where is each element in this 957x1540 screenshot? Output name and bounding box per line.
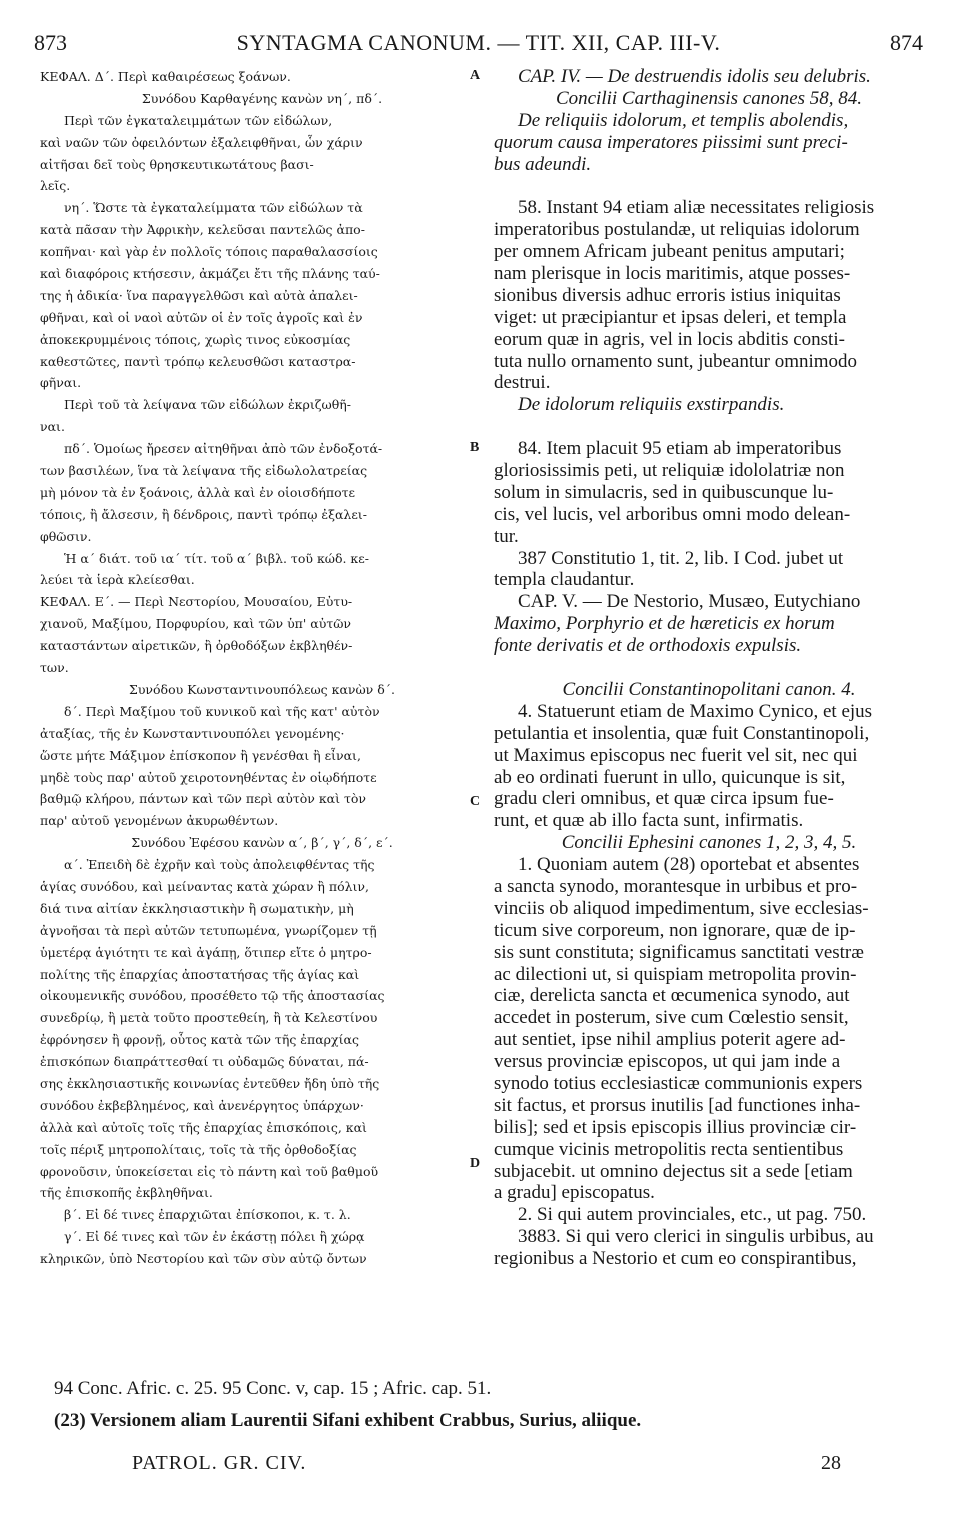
latin-text-line: ac dilectioni ut, si quispiam metropolita provin-	[494, 963, 857, 985]
greek-text-line: τόποις, ἢ ἄλσεσιν, ἢ δένδροις, παντὶ τρόπῳ ἐξαλει-	[40, 506, 367, 522]
latin-text-line: regionibus a Nestorio et cum eo conspirantibus,	[494, 1248, 857, 1270]
latin-text-line: 4. Statuerunt etiam de Maximo Cynico, et ejus	[518, 700, 873, 722]
greek-text-line: γ΄. Εἰ δέ τινες καὶ τῶν ἐν ἑκάστῃ πόλει ἢ χώρᾳ	[64, 1229, 365, 1245]
greek-text-line: τῆς ἐπισκοπῆς ἐκβληθῆναι.	[40, 1185, 213, 1201]
latin-text-line: CAP. V. — De Nestorio, Musæo, Eutychiano	[518, 591, 861, 613]
greek-text-line: Συνόδου Κωνσταντινουπόλεως κανὼν δ΄.	[128, 681, 395, 697]
greek-text-line: τοῖς πέριξ μητροπολίταις, τοῖς τὰ τῆς ὀρθοδοξίας	[40, 1141, 357, 1157]
greek-text-line: Περὶ τῶν ἐγκαταλειμμάτων τῶν εἰδώλων,	[64, 112, 333, 128]
latin-text-line: a gradu] episcopatus.	[494, 1182, 655, 1204]
greek-text-line: πδ΄. Ὁμοίως ἤρεσεν αἰτηθῆναι ἀπὸ τῶν ἐνδοξοτά-	[64, 441, 383, 457]
margin-letter-c: C	[470, 794, 481, 809]
latin-text-line: aut sentiet, ipse nihil amplius poterit agere ad-	[494, 1029, 846, 1051]
latin-text-line: ut Maximus episcopus nec fuerit vel sit, nec qui	[494, 744, 858, 766]
greek-text-line: διά τινα αἰτίαν ἐκκλησιαστικὴν ἢ σωματικὴν, μὴ	[40, 900, 354, 916]
greek-text-line: ΚΕΦΑΛ. Ε΄. — Περὶ Νεστορίου, Μουσαίου, Εὐτυ-	[40, 594, 353, 610]
running-title: SYNTAGMA CANONUM. — TIT. XII, CAP. III-V.	[236, 30, 721, 55]
greek-text-line: ὑμετέρᾳ ἁγιότητι τε καὶ ἀγάπῃ, ὅτιπερ εἴτε ὁ μητρο-	[40, 944, 372, 960]
greek-text-line: λεύει τὰ ἱερὰ κλείεσθαι.	[40, 572, 195, 588]
greek-text-line: ὥστε μήτε Μάξιμον ἐπίσκοπον ἢ γενέσθαι ἢ εἶναι,	[40, 747, 361, 763]
greek-text-line: παρ' αὐτοῦ γενομένων ἀκυρωθέντων.	[40, 813, 279, 829]
greek-text-line: ἐφρόνησεν ἢ φρονῇ, οὗτος κατὰ τῶν τῆς ἐπαρχίας	[40, 1032, 359, 1048]
latin-text-line	[494, 657, 924, 679]
page-number-left: 873	[34, 30, 67, 55]
greek-text-line: μηδὲ τοὺς παρ' αὐτοῦ χειροτονηθέντας ἐν οἱῳδήποτε	[40, 769, 377, 785]
latin-text-line: 84. Item placuit 95 etiam ab imperatoribus	[518, 438, 842, 460]
latin-text-line: 2. Si qui autem provinciales, etc., ut pag. 750.	[518, 1204, 867, 1226]
greek-text-line: φθῶσιν.	[40, 528, 92, 544]
greek-text-line: φῆναι.	[40, 375, 82, 391]
latin-text-line: vinciis ob aliquod impedimentum, sive ecclesias-	[494, 897, 869, 919]
greek-text-line: της ἡ ἀδικία· ἵνα παραγγελθῶσι καὶ αὐτὰ ἀπαλει-	[40, 287, 358, 303]
greek-text-line: των.	[40, 660, 69, 676]
greek-text-line: Συνόδου Καρθαγένης κανὼν νη΄, πδ΄.	[141, 90, 383, 106]
latin-text-line: a sancta synodo, morantesque in urbibus et pro-	[494, 875, 858, 897]
latin-text-line: ticum sive corporeum, non ignorare, quæ de ip-	[494, 919, 856, 941]
latin-text-line: versus provinciæ episcopos, ut qui jam inde a	[494, 1051, 841, 1073]
greek-text-line: β΄. Εἰ δέ τινες ἐπαρχιῶται ἐπίσκοποι, κ. τ. λ.	[64, 1207, 351, 1223]
greek-text-line: μὴ μόνον τὰ ἐν ξοάνοις, ἀλλὰ καὶ ἐν οἱοισδήποτε	[40, 484, 356, 500]
latin-text-line	[494, 416, 924, 438]
latin-text-line: tur.	[494, 525, 519, 547]
printer-signature: PATROL. GR. CIV.	[132, 1452, 307, 1474]
greek-column	[40, 66, 484, 1270]
latin-text-line: gradu cleri omnibus, et quæ circa ipsum fue-	[494, 788, 834, 810]
margin-letter-a: A	[470, 68, 481, 83]
greek-text-line: ἀποκεκρυμμένοις τόποις, χωρὶς τινος εὐκοσμίας	[40, 331, 351, 347]
greek-text-line: ναι.	[40, 419, 65, 435]
greek-text-line: ἁγίας συνόδου, καὶ μείναντας κατὰ χώραν ἢ πόλιν,	[40, 878, 369, 894]
greek-text-line: νη΄. Ὥστε τὰ ἐγκαταλείμματα τῶν εἰδώλων τὰ	[64, 200, 363, 216]
latin-text-line: gloriosissimis peti, ut reliquiæ idololatriæ non	[494, 460, 845, 482]
latin-text-line: imperatoribus postulandæ, ut reliquias idolorum	[494, 219, 860, 241]
greek-text-line: λεῖς.	[40, 178, 71, 194]
greek-text-line: Ἡ α΄ διάτ. τοῦ ια΄ τίτ. τοῦ α΄ βιβλ. τοῦ κώδ. κε-	[64, 550, 369, 566]
latin-text-line	[494, 175, 924, 197]
latin-text-line: 1. Quoniam autem (28) oportebat et absentes	[518, 854, 860, 876]
greek-text-line: αἰτῆσαι δεῖ τοὺς θρησκευτικωτάτους βασι-	[40, 156, 314, 172]
latin-text-line: bus adeundi.	[494, 153, 592, 175]
latin-text-line: subjacebit. ut omnino dejectus sit a sede [etiam	[494, 1160, 853, 1182]
footnote-sources: 94 Conc. Afric. c. 25. 95 Conc. v, cap. 15 ; Afric. cap. 51.	[54, 1378, 492, 1399]
greek-text-line: ἀταξίας, τῆς ἐν Κωνσταντινουπόλει γενομένης·	[40, 725, 345, 741]
latin-text-line: nam plerisque in locis maritimis, atque posses-	[494, 263, 851, 285]
margin-letter-b: B	[470, 440, 480, 455]
latin-text-line: bilis]; sed et ipsis episcopis illius provinciæ cir-	[494, 1116, 857, 1138]
greek-text-line: βαθμῷ κλήρου, πάντων καὶ τῶν περὶ αὐτὸν καὶ τὸν	[40, 791, 367, 807]
latin-text-line: Concilii Ephesini canones 1, 2, 3, 4, 5.	[561, 832, 857, 854]
greek-text-line: α΄. Ἐπειδὴ δὲ ἐχρῆν καὶ τοὺς ἀπολειφθέντας τῆς	[64, 857, 375, 873]
greek-text-line: ΚΕΦΑΛ. Δ΄. Περὶ καθαιρέσεως ξοάνων.	[40, 69, 291, 84]
latin-text-line: sis sunt constituta; significamus sanctitati vestræ	[494, 941, 864, 963]
greek-text-line: οἰκουμενικῆς συνόδου, προσέθετο τῷ τῆς ἀποστασίας	[40, 988, 385, 1004]
greek-text-line: καταστάντων αἱρετικῶν, ἢ ὀρθοδόξων ἐκβληθέν-	[40, 638, 353, 654]
latin-text-line: sit factus, et prorsus inutilis [ad functiones inha-	[494, 1094, 861, 1116]
signature-page-number: 28	[821, 1452, 841, 1474]
greek-text-line: ἐπισκόπων διαπράττεσθαί τι οὐδαμῶς δύναται, πά-	[40, 1054, 369, 1070]
latin-text-line: destrui.	[494, 372, 551, 394]
greek-text-line: καθεστῶτες, παντὶ τρόπῳ κελευσθῶσι καταστρα-	[40, 353, 356, 369]
greek-text-line: των βασιλέων, ἵνα τὰ λείψανα τῆς εἰδωλολατρείας	[40, 463, 368, 479]
latin-text-line: templa claudantur.	[494, 569, 635, 591]
greek-text-line: Περὶ τοῦ τὰ λείψανα τῶν εἰδώλων ἐκριζωθῆ-	[64, 397, 351, 413]
latin-text-line: synodo totius ecclesiasticæ communionis expers	[494, 1072, 863, 1094]
latin-text-line: runt, et quæ ab illo facta sunt, infirmatis.	[494, 810, 804, 832]
latin-text-line: tuta nullo ornamento sunt, jubeantur omnimodo	[494, 350, 858, 372]
latin-text-line: per omnem Africam jubeant penitus amputari;	[494, 241, 845, 263]
latin-text-line: De reliquiis idolorum, et templis abolendis,	[518, 109, 849, 131]
greek-text-line: συνόδου ἐκβεβλημένος, καὶ ἀνενέργητος ὑπάρχων·	[40, 1097, 364, 1113]
greek-text-line: κοπῆναι· καὶ γὰρ ἐν πολλοῖς τόποις παραθαλασσίοις	[40, 244, 378, 260]
greek-text-line: ἀγνοῆσαι τὰ περὶ αὐτῶν τετυπωμένα, γνωρίζομεν τῇ	[40, 922, 377, 938]
greek-text-line: φθῆναι, καὶ οἱ ναοὶ αὐτῶν οἱ ἐν τοῖς ἀγροῖς καὶ ἐν	[40, 309, 363, 325]
latin-text-line: Maximo, Porphyrio et de hæreticis ex horum	[494, 613, 835, 635]
greek-text-line: κληρικῶν, ὑπὸ Νεστορίου καὶ τῶν σὺν αὐτῷ ὄντων	[40, 1251, 367, 1267]
greek-text-line: χιανοῦ, Μαξίμου, Πορφυρίου, καὶ τῶν ὑπ' αὐτῶν	[40, 616, 352, 632]
greek-text-line: καὶ ναῶν τῶν ὀφειλόντων ἐξαλειφθῆναι, ὧν χάριν	[40, 134, 363, 150]
greek-text-line: πολίτης τῆς ἐπαρχίας ἀποστατήσας τῆς ἁγίας καὶ	[40, 966, 360, 982]
greek-text-line: δ΄. Περὶ Μαξίμου τοῦ κυνικοῦ καὶ τῆς κατ' αὐτὸν	[64, 703, 380, 719]
footnote-version: (23) Versionem aliam Laurentii Sifani exhibent Crabbus, Surius, aliique.	[54, 1410, 642, 1431]
greek-text-line: ἀλλὰ καὶ αὐτοῖς τοῖς τῆς ἐπαρχίας ἐπισκόποις, καὶ	[40, 1119, 367, 1135]
latin-text-line: CAP. IV. — De destruendis idolis seu delubris.	[518, 66, 871, 87]
latin-text-line: 387 Constitutio 1, tit. 2, lib. I Cod. jubet ut	[518, 547, 844, 569]
latin-text-line: De idolorum reliquiis exstirpandis.	[518, 394, 785, 416]
latin-text-line: cis, vel lucis, vel arboribus omni modo delean-	[494, 503, 851, 525]
latin-text-line: 3883. Si qui vero clerici in singulis urbibus, au	[518, 1226, 874, 1248]
greek-text-line: σης ἐκκλησιαστικῆς κοινωνίας ἐντεῦθεν ἤδη ὑπὸ τῆς	[40, 1075, 380, 1091]
latin-text-line: ciæ, derelicta sancta et œcumenica synodo, aut	[494, 985, 850, 1007]
latin-text-line: fonte derivatis et de orthodoxis expulsis.	[494, 635, 802, 657]
latin-column	[494, 66, 924, 1270]
latin-text-line: Concilii Carthaginensis canones 58, 84.	[555, 87, 863, 109]
latin-text-line: Concilii Constantinopolitani canon. 4.	[562, 678, 856, 700]
running-header	[34, 30, 923, 64]
latin-text-line: cumque vicinis metropolitis recta sentientibus	[494, 1138, 844, 1160]
greek-text-line: Συνόδου Ἐφέσου κανὼν α΄, β΄, γ΄, δ΄, ε΄.	[131, 835, 393, 851]
latin-text-line: eorum quæ in agris, vel in locis abditis consti-	[494, 328, 845, 350]
greek-text-line: συνεδρίῳ, ἢ μετὰ τοῦτο προστεθείη, ἢ τὰ Κελεστίνου	[40, 1010, 378, 1026]
latin-text-line: solum in simulacris, sed in quibuscunque lu-	[494, 481, 834, 503]
latin-text-line: petulantia et insolentia, quæ fuit Constantinopoli,	[494, 722, 870, 744]
latin-text-line: sionibus diversis adhuc erroris istius iniquitas	[494, 284, 841, 306]
page-number-right: 874	[890, 30, 923, 55]
greek-text-line: φρονοῦσιν, ὑποκείσεται εἰς τὸ πάντη καὶ τοῦ βαθμοῦ	[40, 1163, 379, 1179]
margin-letter-d: D	[470, 1156, 481, 1171]
latin-text-line: viget: ut præcipiantur et ipsas deleri, et templa	[494, 306, 847, 328]
latin-text-line: quorum causa imperatores piissimi sunt preci-	[494, 131, 848, 153]
greek-text-line: καὶ διαφόροις κτήσεσιν, ἀκμάζει ἔτι τῆς πλάνης ταύ-	[40, 266, 380, 282]
latin-text-line: 58. Instant 94 etiam aliæ necessitates religiosis	[518, 197, 875, 219]
latin-text-line: accedet in posterum, sive cum Cœlestio sensit,	[494, 1007, 849, 1029]
greek-text-line: κατὰ πᾶσαν τὴν Ἀφρικὴν, κελεῦσαι παντελῶς ἀπο-	[40, 222, 365, 238]
latin-text-line: ab eo ordinati fuerunt in ullo, quicunque is sit,	[494, 766, 846, 788]
